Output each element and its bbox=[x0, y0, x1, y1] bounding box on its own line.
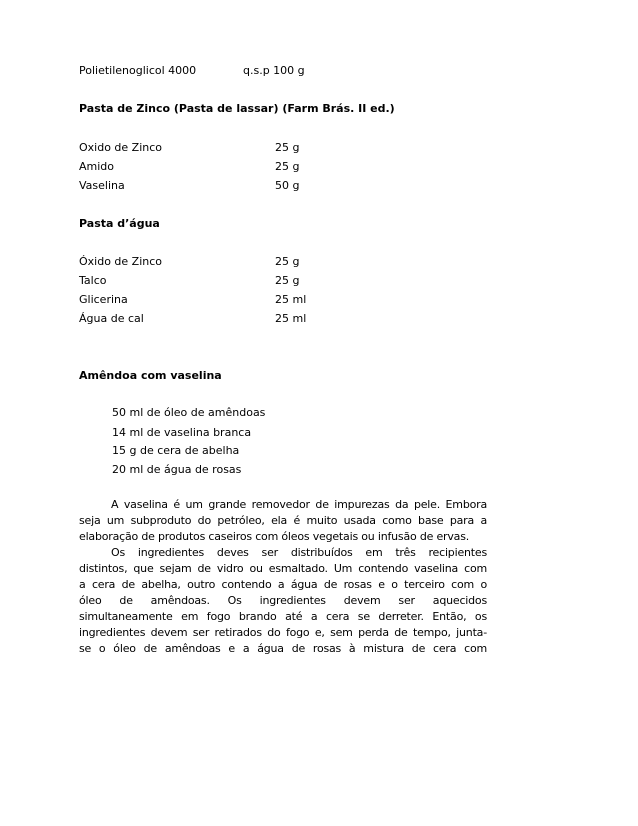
ingredient-row bbox=[79, 159, 300, 175]
ingredient-line: 15 g de cera de abelha bbox=[112, 444, 240, 457]
paragraph-line: distintos, que sejam de vidro ou esmaltado. Um contendo vaselina com bbox=[79, 562, 487, 575]
ingredient-name: Talco bbox=[79, 274, 107, 287]
paragraph-line: A vaselina é um grande removedor de impurezas da pele. Embora bbox=[111, 498, 487, 511]
ingredient-row bbox=[79, 178, 300, 194]
ingredient-line: 20 ml de água de rosas bbox=[112, 463, 242, 476]
section-title-pasta-de-zinco: Pasta de Zinco (Pasta de lassar) (Farm Brás. II ed.) bbox=[79, 102, 395, 115]
ingredient-name: Glicerina bbox=[79, 293, 128, 306]
ingredient-name: Vaselina bbox=[79, 179, 125, 192]
ingredient-row bbox=[79, 254, 300, 270]
ingredient-row bbox=[79, 311, 307, 327]
section-title-amendoa-com-vaselina: Amêndoa com vaselina bbox=[79, 369, 222, 382]
ingredient-qty: 25 ml bbox=[275, 293, 307, 306]
ingredient-line: 14 ml de vaselina branca bbox=[112, 426, 252, 439]
ingredient-name: Polietilenoglicol 4000 bbox=[79, 64, 197, 77]
ingredient-qty: 25 g bbox=[275, 160, 300, 173]
ingredient-line: 50 ml de óleo de amêndoas bbox=[112, 406, 266, 419]
ingredient-qty: 25 g bbox=[275, 274, 300, 287]
top-ingredient-row bbox=[79, 63, 305, 79]
paragraph-line: Os ingredientes deves ser distribuídos em três recipientes bbox=[111, 546, 487, 559]
ingredient-name: Amido bbox=[79, 160, 115, 173]
ingredient-qty: 25 ml bbox=[275, 312, 307, 325]
ingredient-name: Água de cal bbox=[79, 312, 144, 325]
paragraph-preparation bbox=[79, 545, 487, 657]
paragraph-vaselina-intro bbox=[79, 497, 487, 545]
ingredient-row bbox=[79, 140, 300, 156]
paragraph-line: ingredientes devem ser retirados do fogo e, sem perda de tempo, junta- bbox=[79, 626, 487, 639]
ingredient-name: Oxido de Zinco bbox=[79, 141, 163, 154]
paragraph-line: simultaneamente em fogo brando até a cera se derreter. Então, os bbox=[79, 610, 487, 623]
ingredient-qty: 25 g bbox=[275, 141, 300, 154]
paragraph-line: a cera de abelha, outro contendo a água de rosas e o terceiro com o bbox=[79, 578, 487, 591]
paragraph-line: óleo de amêndoas. Os ingredientes devem ser aquecidos bbox=[79, 594, 487, 607]
ingredient-qty: q.s.p 100 g bbox=[243, 64, 305, 77]
ingredient-qty: 25 g bbox=[275, 255, 300, 268]
ingredient-row bbox=[79, 292, 307, 308]
ingredient-row bbox=[79, 273, 300, 289]
paragraph-line: elaboração de produtos caseiros com óleos vegetais ou infusão de ervas. bbox=[79, 530, 470, 543]
paragraph-line: se o óleo de amêndoas e a água de rosas à mistura de cera com bbox=[79, 642, 487, 655]
section-title-pasta-dagua: Pasta d’água bbox=[79, 217, 160, 230]
ingredient-qty: 50 g bbox=[275, 179, 300, 192]
ingredient-name: Óxido de Zinco bbox=[79, 255, 163, 268]
paragraph-line: seja um subproduto do petróleo, ela é muito usada como base para a bbox=[79, 514, 487, 527]
